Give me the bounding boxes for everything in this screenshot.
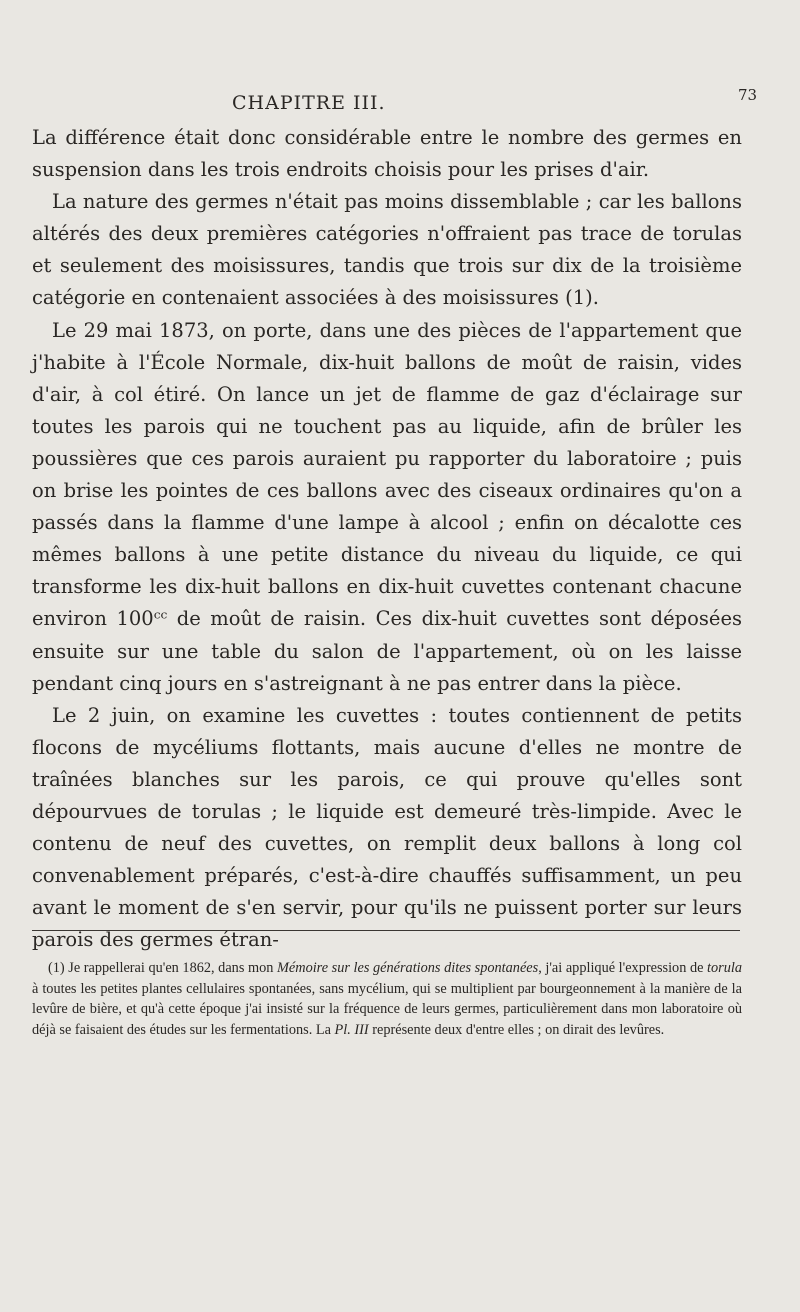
footnote-text: représente deux d'entre elles ; on dirait des levûres.	[368, 1021, 665, 1038]
paragraph: Le 2 juin, on examine les cuvettes : toutes contiennent de petits flocons de mycéliums flottants, mais aucune d'elles ne montre de traînées blanches sur les parois, ce qui prouve qu'elles sont dépourvues de torulas ; le liquide est demeuré très-limpide. Avec le contenu de neuf des cuvettes, on remplit deux ballons à long col convenablement préparés, c'est-à-dire chauffés suffisamment, un peu avant le moment de s'en servir, pour qu'ils ne puissent porter sur leurs parois des germes étran-	[32, 703, 742, 952]
main-text	[32, 122, 742, 956]
footnote-plate-ref: Pl. III	[334, 1021, 369, 1038]
footnote-term: torula	[707, 960, 742, 976]
footnote-text: (1) Je rappellerai qu'en 1862, dans mon	[48, 960, 277, 976]
footnote	[32, 958, 742, 1040]
paragraph: La différence était donc considérable entre le nombre des germes en suspension dans les trois endroits choisis pour les prises d'air.	[32, 126, 742, 182]
footnote-divider	[32, 930, 740, 931]
page-number: 73	[738, 86, 758, 104]
paragraph: La nature des germes n'était pas moins dissemblable ; car les ballons altérés des deux premières catégories n'offraient pas trace de torulas et seulement des moisissures, tandis que trois sur dix de la troisième catégorie en contenaient associées à des moisissures (1).	[32, 190, 742, 310]
paragraph: Le 29 mai 1873, on porte, dans une des pièces de l'appartement que j'habite à l'École Normale, dix-huit ballons de moût de raisin, vides d'air, à col étiré. On lance un jet de flamme de gaz d'éclairage sur toutes les parois qui ne touchent pas au liquide, afin de brûler les poussières que ces parois auraient pu rapporter du laboratoire ; puis on brise les pointes de ces ballons avec des ciseaux ordinaires qu'on a passés dans la flamme d'une lampe à alcool ; enfin on décalotte ces mêmes ballons à une petite distance du niveau du liquide, ce qui transforme les dix-huit ballons en dix-huit cuvettes contenant chacune environ 100ᶜᶜ de moût de raisin. Ces dix-huit cuvettes sont déposées ensuite sur une table du salon de l'appartement, où on les laisse pendant cinq jours en s'astreignant à ne pas entrer dans la pièce.	[32, 318, 742, 695]
footnote-memoir-title: Mémoire sur les générations dites spontanées	[276, 960, 539, 976]
footnote-text: , j'ai appliqué l'expression de	[538, 960, 708, 976]
footnote-text: à toutes les petites plantes cellulaires spontanées, sans mycélium, qui se multiplient par bourgeonnement à la manière de la levûre de bière, et qu'à cette époque j'ai insisté sur la fréquence de leurs germes, particulièrement dans mon laboratoire où déjà se faisaient des études sur les fermentations. La	[32, 980, 742, 1038]
running-header	[0, 86, 800, 122]
chapter-title: CHAPITRE III.	[232, 92, 386, 114]
